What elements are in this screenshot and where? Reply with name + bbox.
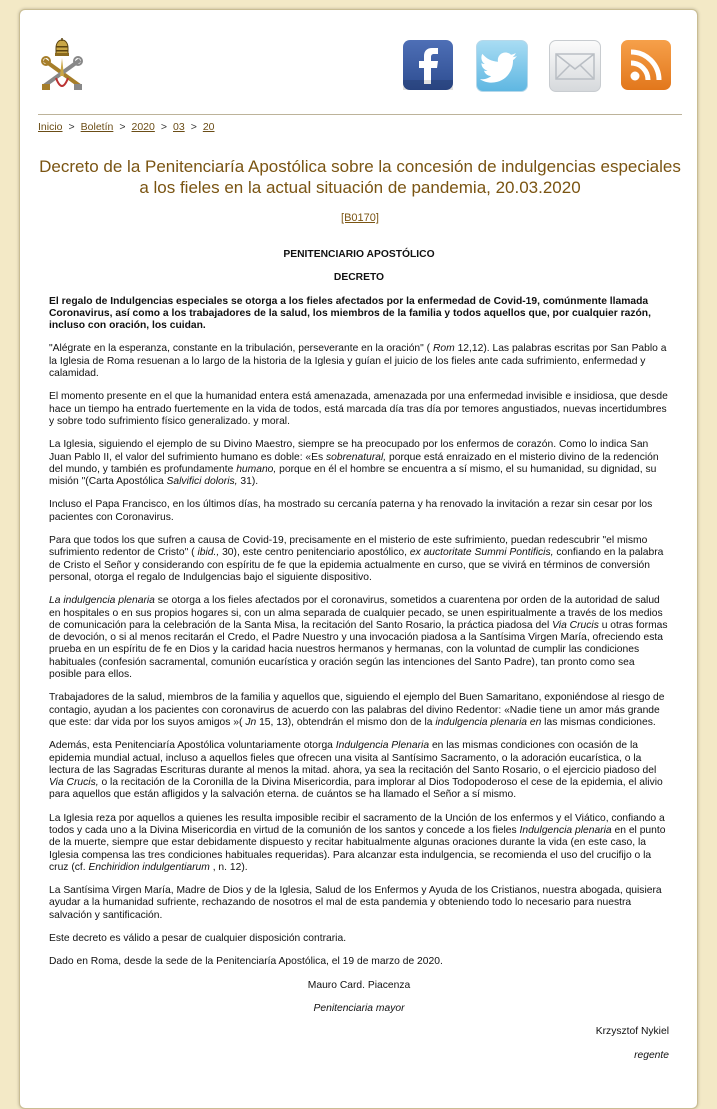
signature-1-name: Mauro Card. Piacenza xyxy=(307,979,411,991)
twitter-icon[interactable] xyxy=(476,40,528,92)
paragraph-9: La Iglesia reza por aquellos a quienes les resulta imposible recibir el sacramento de la Unción de los enfermos y el Viático, confiando a todos y cada uno a la Divina Misericordia en virtud de la comunión de los santos y concede a los fieles Indulgencia plenaria en el punto de la muerte, siempre que estar debidamente dispuesto y recitar habitualmente algunas oraciones durante la vida (en este caso, la Iglesia compensa las tres condiciones habituales requeridas). Para alcanzar esta indulgencia, se recomienda el uso del crucifijo o la cruz (cf. Enchiridion indulgentiarum , n. 12). xyxy=(49,812,666,873)
breadcrumb-separator: > xyxy=(68,121,75,133)
email-icon[interactable] xyxy=(549,40,601,92)
paragraph-4: Incluso el Papa Francisco, en los últimos días, ha mostrado su cercanía paterna y ha renovado la invitación a rezar sin cesar por los pacientes con Coronavirus. xyxy=(49,499,653,523)
paragraph-6: La indulgencia plenaria se otorga a los fieles afectados por el coronavirus, sometidos a cuarentena por orden de la autoridad de salud en hospitales o en sus propios hogares si, con un alma separada de cualquier pecado, se unen espiritualmente a través de los medios de comunicación para la celebración de la Santa Misa, la recitación del Santo Rosario, la práctica piadosa del Via Crucis u otras formas de devoción, o si al menos recitarán el Credo, el Padre Nuestro y una invocación piadosa a la Santísima Virgen María, ofreciendo esta prueba en un espíritu de fe en Dios y la caridad hacia nuestros hermanos y hermanas, con la voluntad de cumplir las condiciones habituales (confesión sacramental, comunión eucarística y oración según las intenciones del Santo Padre), tan pronto como sea posible para ellos. xyxy=(49,595,668,681)
breadcrumb-separator: > xyxy=(190,121,197,133)
paragraph-7: Trabajadores de la salud, miembros de la familia y aquellos que, siguiendo el ejemplo del Buen Samaritano, exponiéndose al riesgo de contagio, ayudan a los pacientes con coronavirus de acuerdo con las palabras del divino Redentor: «Nadie tiene un amor más grande que este: dar vida por los suyos amigos »( Jn 15, 13), obtendrán el mismo don de la indulgencia plenaria en las mismas condiciones. xyxy=(49,692,665,728)
lead-paragraph: El regalo de Indulgencias especiales se otorga a los fieles afectados por la enfermedad de Covid-19, comúnmente llamada Coronavirus, así como a los trabajadores de la salud, los miembros de la familia y todos aquellos que, por cualquier razón, incluso con oración, los cuidan. xyxy=(49,295,651,332)
breadcrumb-day[interactable]: 20 xyxy=(202,121,215,133)
heading-decreto: DECRETO xyxy=(333,272,385,284)
breadcrumb-month[interactable]: 03 xyxy=(173,121,185,133)
breadcrumb-separator: > xyxy=(160,121,167,133)
heading-penitenciario: PENITENCIARIO APOSTÓLICO xyxy=(283,249,435,260)
bulletin-code xyxy=(38,212,682,224)
paragraph-1: "Alégrate en la esperanza, constante en la tribulación, perseverante en la oración" ( Rom 12,12). Las palabras escritas por San Pablo a la Iglesia de Roma resuenan a lo largo de la historia de la Iglesia y guían el juicio de los fieles ante cada sufrimiento, enfermedad y calamidad. xyxy=(49,343,667,380)
page-title: Decreto de la Penitenciaría Apostólica sobre la concesión de indulgencias especiales a los fieles en la actual situación de pandemia, 20.03.2020 xyxy=(39,157,681,197)
paragraph-12: Dado en Roma, desde la sede de la Penitenciaría Apostólica, el 19 de marzo de 2020. xyxy=(49,956,443,968)
paragraph-3: La Iglesia, siguiendo el ejemplo de su Divino Maestro, siempre se ha preocupado por los enfermos de corazón. Como lo indica San Juan Pablo II, el valor del sufrimiento humano es doble: «Es sobrenatural, porque está enraizado en el misterio divino de la redención del mundo, y también es profundamente humano, porque en él el hombre se encuentra a sí mismo, el su humanidad, su dignidad, su misión "(Carta Apostólica Salvifici doloris, 31). xyxy=(49,439,659,488)
paragraph-5: Para que todos los que sufren a causa de Covid-19, precisamente en el misterio de este sufrimiento, puedan redescubrir "el mismo sufrimiento redentor de Cristo" ( ibid., 30), este centro penitenciario apostólico, ex auctoritate Summi Pontificis, confiando en la palabra de Cristo el Señor y considerando con espíritu de fe que la epidemia actualmente en curso, que se vivirá en términos de conversión personal, otorga el regalo de Indulgencias bajo el siguiente dispositivo. xyxy=(49,535,664,583)
paragraph-2: El momento presente en el que la humanidad entera está amenazada, amenazada por una enfermedad invisible e insidiosa, que desde hace un tiempo ha entrado fuertemente en la vida de todos, está marcada día tras día por temores angustiados, nuevas incertidumbres y sobre todo sufrimiento físico generalizado. y moral. xyxy=(49,391,668,427)
breadcrumb-inicio[interactable]: Inicio xyxy=(38,121,63,133)
signature-1-role: Penitenciaria mayor xyxy=(313,1002,405,1014)
breadcrumb-boletin[interactable]: Boletín xyxy=(80,121,114,133)
papal-crest-icon xyxy=(38,38,86,96)
signature-2-role: regente xyxy=(634,1049,669,1061)
signature-2-name: Krzysztof Nykiel xyxy=(595,1026,669,1038)
facebook-icon[interactable] xyxy=(403,40,453,90)
breadcrumb-separator: > xyxy=(119,121,126,133)
bulletin-code-link[interactable]: [B0170] xyxy=(341,212,379,224)
document-body xyxy=(49,249,669,1073)
breadcrumb xyxy=(38,121,215,133)
paragraph-10: La Santísima Virgen María, Madre de Dios y de la Iglesia, Salud de los Enfermos y Ayuda de los Cristianos, nuestra abogada, quisiera ayudar a la humanidad sufriente, rechazando de nosotros el mal de esta pandemia y obteniendo todo lo necesario para nuestra salvación y santificación. xyxy=(49,885,662,921)
breadcrumb-year[interactable]: 2020 xyxy=(131,121,155,133)
paragraph-11: Este decreto es válido a pesar de cualquier disposición contraria. xyxy=(49,933,347,945)
header-divider xyxy=(38,114,682,115)
page-container xyxy=(19,9,698,1109)
rss-icon[interactable] xyxy=(621,40,671,90)
paragraph-8: Además, esta Penitenciaría Apostólica voluntariamente otorga Indulgencia Plenaria en las mismas condiciones con ocasión de la epidemia mundial actual, incluso a aquellos fieles que ofrecen una visita al Santísimo Sacramento, o la adoración eucarística, o la lectura de las Sagradas Escrituras durante al menos la mitad. ahora, ya sea la recitación del Santo Rosario, o el ejercicio piadoso del Via Crucis, o la recitación de la Coronilla de la Divina Misericordia, para implorar al Dios Todopoderoso el cese de la epidemia, el alivio para aquellos que están afligidos y la salvación eterna. de cuántos se ha llamado el Señor a sí mismo. xyxy=(49,740,663,801)
